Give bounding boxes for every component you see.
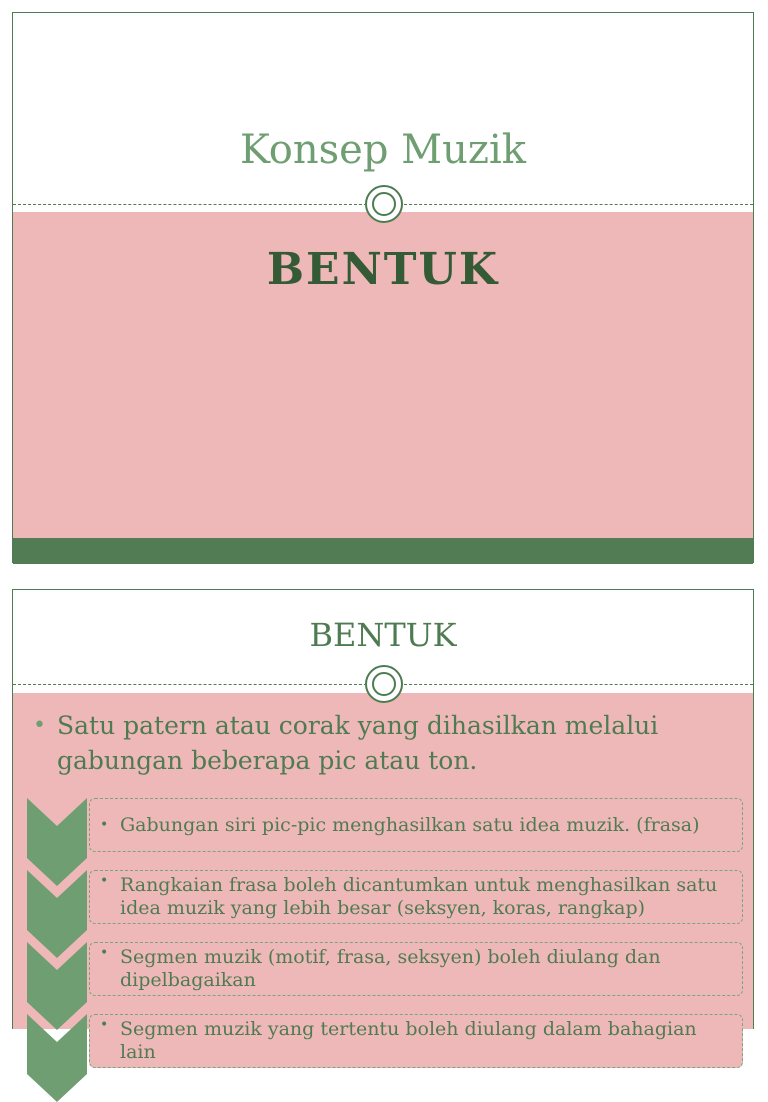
list-item-box [89,942,743,996]
list-item-box [89,1014,743,1068]
bullet-icon: • [100,873,109,889]
list-item-text: Rangkaian frasa boleh dicantumkan untuk menghasilkan satu idea muzik yang lebih besar (seksyen, koras, rangkap) [120,874,718,919]
list-item-text: Segmen muzik (motif, frasa, seksyen) boleh diulang dan dipelbagaikan [120,946,661,991]
bullet-icon: • [33,713,46,738]
title-slide [12,12,754,563]
main-bullet-text: Satu patern atau corak yang dihasilkan melalui gabungan beberapa pic atau ton. [57,711,659,775]
bullet-icon: • [100,817,109,833]
bullet-icon: • [100,945,109,961]
list-item-box [89,798,743,852]
list-item [27,870,743,928]
ring-ornament-icon [365,665,403,703]
slide-title: BENTUK [309,616,457,654]
list-item [27,798,743,856]
bullet-icon: • [100,1017,109,1033]
main-bullet [33,708,723,778]
footer-band [13,538,753,564]
list-item-text: Gabungan siri pic-pic menghasilkan satu idea muzik. (frasa) [120,813,700,836]
slide-title: Konsep Muzik [240,127,526,173]
list-item [27,1014,743,1072]
chevron-down-icon [27,1014,87,1102]
list-item [27,942,743,1000]
list-item-box [89,870,743,924]
ring-ornament-icon [365,185,403,223]
content-slide [12,589,754,1063]
slide-subtitle: BENTUK [266,244,500,295]
list-item-text: Segmen muzik yang tertentu boleh diulang dalam bahagian lain [120,1018,697,1063]
